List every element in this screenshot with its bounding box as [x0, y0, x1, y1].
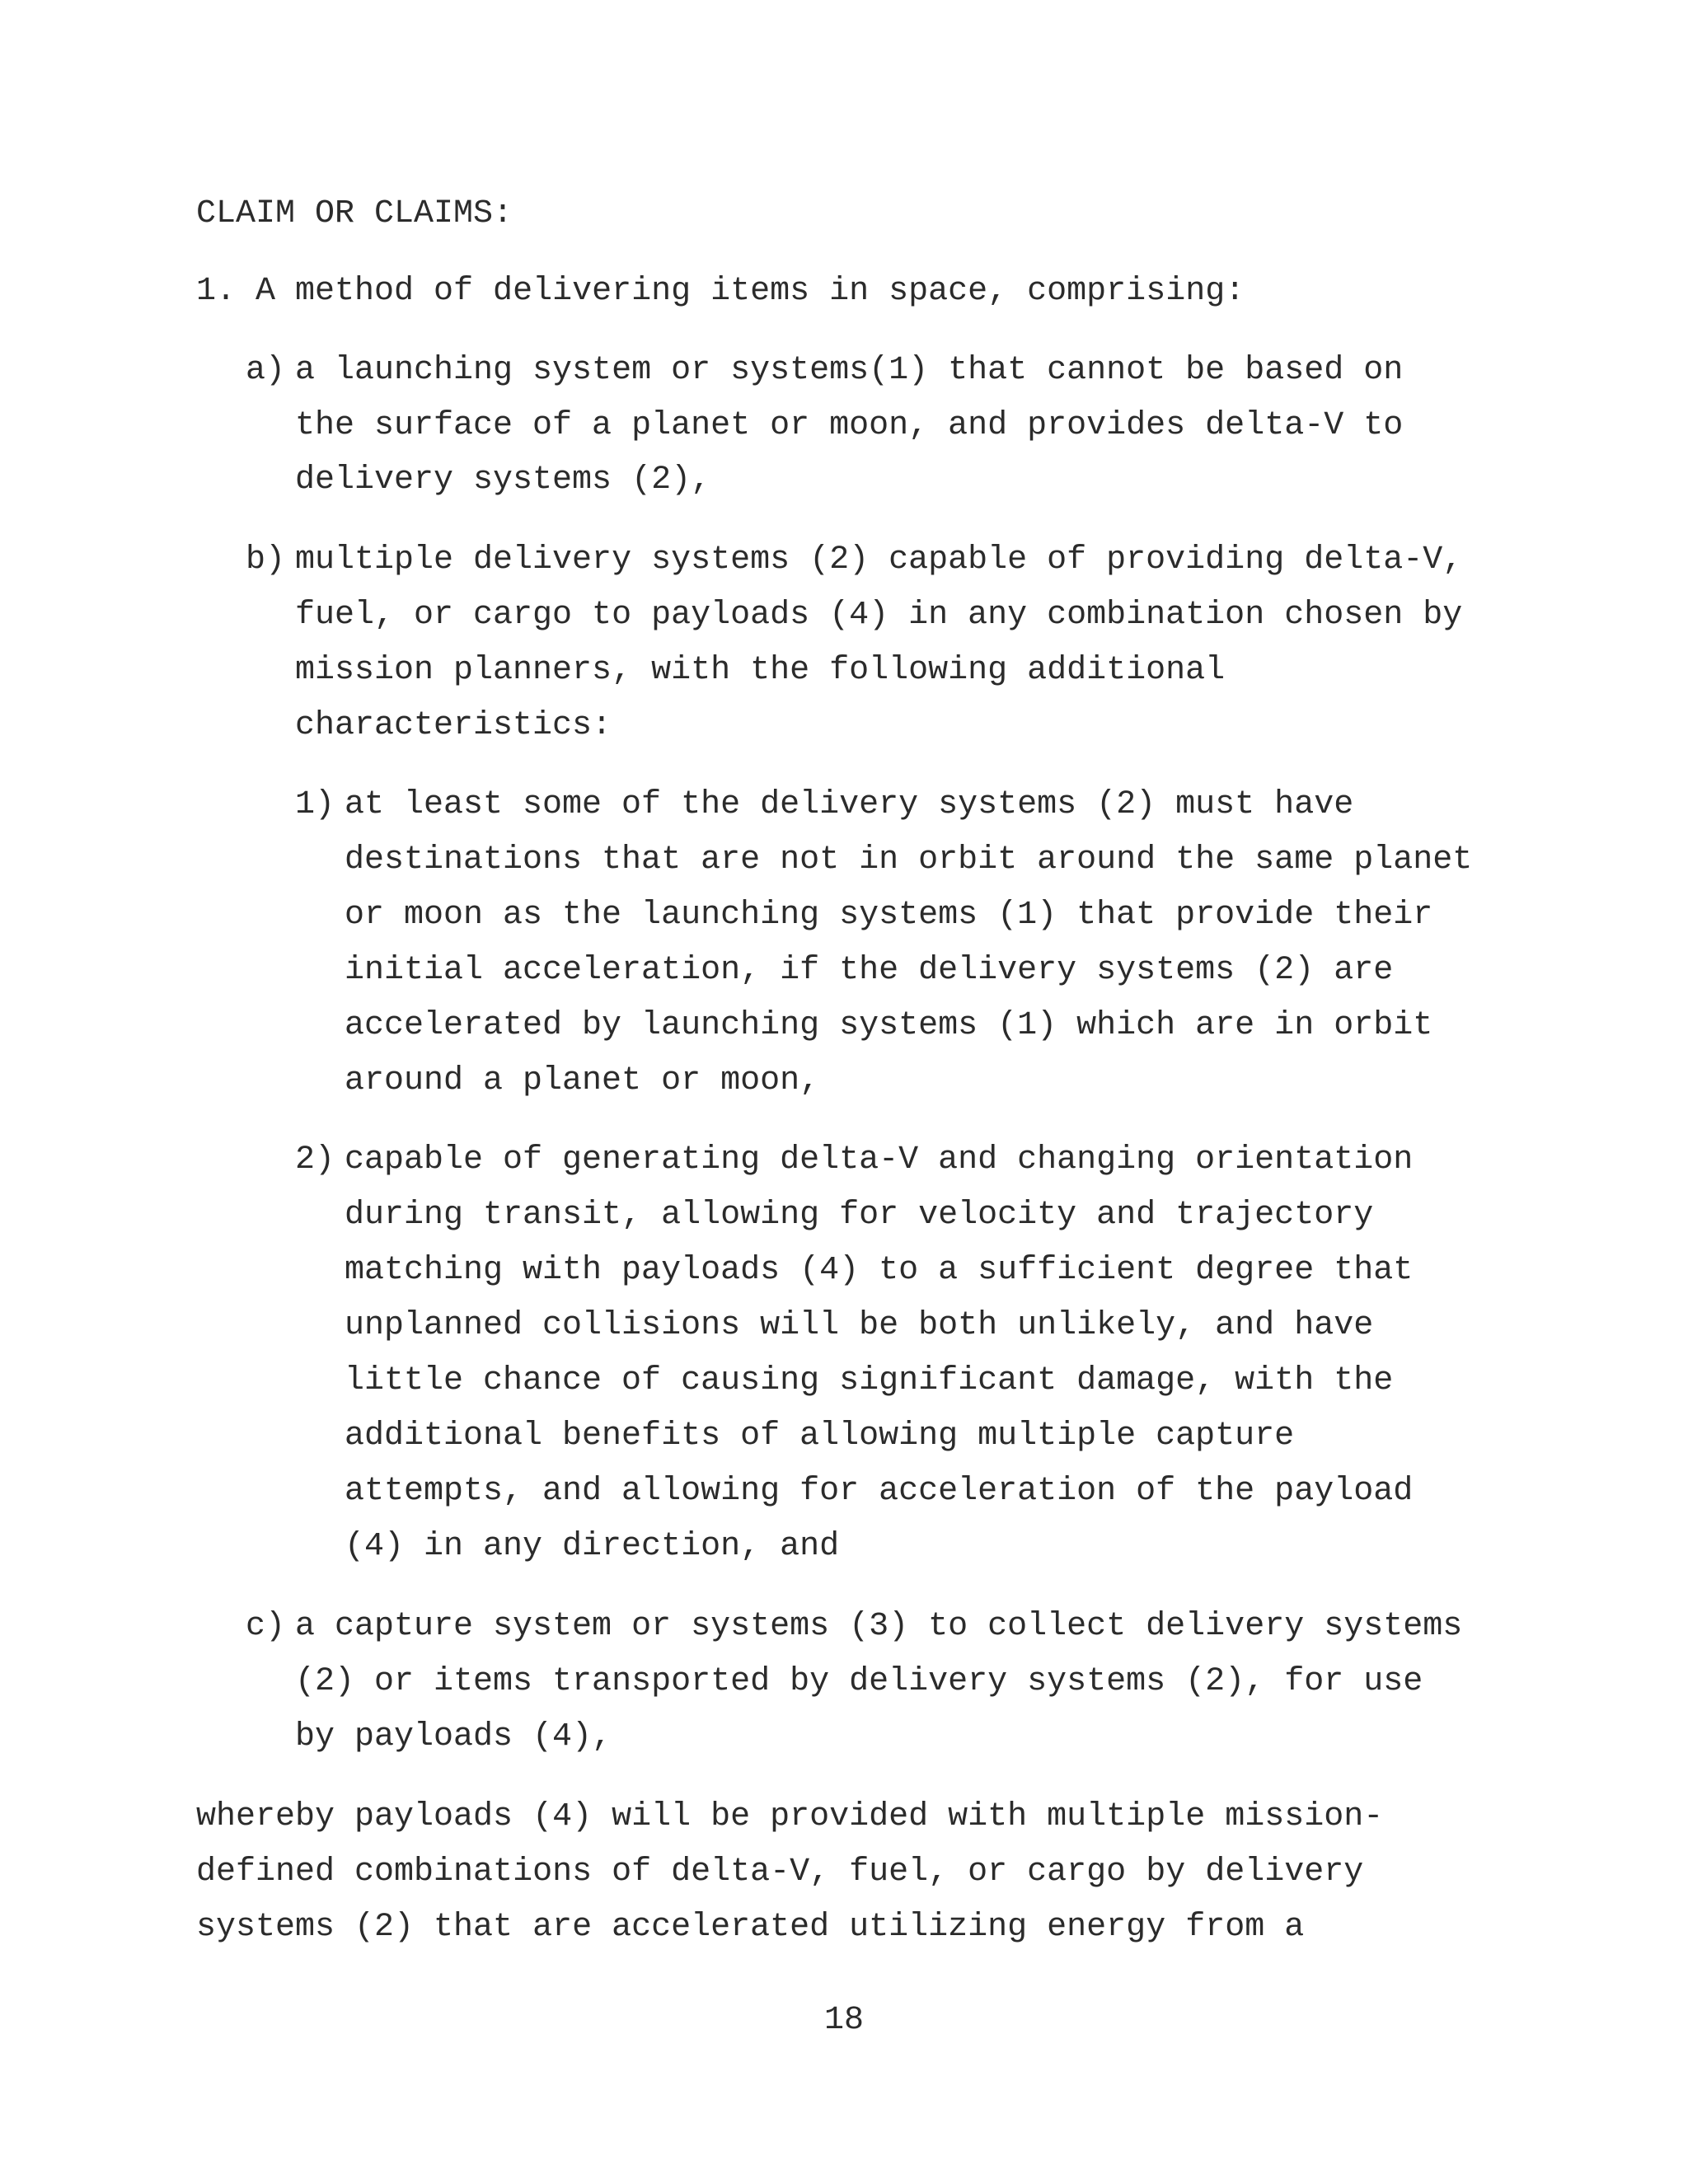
item-b-line: multiple delivery systems (2) capable of providing delta-V,	[295, 541, 1463, 579]
item-a-line: delivery systems (2),	[295, 462, 711, 499]
sub-1-marker: 1)	[295, 786, 335, 823]
sub-2-line: unplanned collisions will be both unlikely, and have	[345, 1307, 1374, 1344]
item-b-line: mission planners, with the following additional	[295, 652, 1226, 689]
sub-1-line: destinations that are not in orbit around the same planet	[345, 841, 1473, 879]
sub-1-line: accelerated by launching systems (1) which are in orbit	[345, 1007, 1433, 1044]
sub-2-marker: 2)	[295, 1141, 335, 1179]
whereby-line: systems (2) that are accelerated utilizing energy from a	[196, 1909, 1305, 1946]
item-b-line: characteristics:	[295, 707, 612, 744]
page-number: 18	[823, 2002, 864, 2039]
item-c-line: (2) or items transported by delivery systems (2), for use	[295, 1663, 1423, 1700]
item-a-marker: a)	[246, 352, 286, 389]
sub-2-line: matching with payloads (4) to a sufficient degree that	[345, 1252, 1414, 1289]
sub-2-line: (4) in any direction, and	[345, 1528, 840, 1565]
sub-2-line: additional benefits of allowing multiple capture	[345, 1418, 1295, 1455]
item-c-line: a capture system or systems (3) to collect delivery systems	[295, 1608, 1463, 1645]
sub-2-line: during transit, allowing for velocity and trajectory	[345, 1197, 1374, 1234]
sub-1-line: around a planet or moon,	[345, 1062, 820, 1099]
claims-heading: CLAIM OR CLAIMS:	[196, 195, 513, 232]
sub-2-line: capable of generating delta-V and changing orientation	[345, 1141, 1414, 1179]
sub-2-line: little chance of causing significant damage, with the	[345, 1362, 1394, 1399]
item-a-line: the surface of a planet or moon, and provides delta-V to	[295, 407, 1404, 444]
sub-1-line: at least some of the delivery systems (2) must have	[345, 786, 1354, 823]
item-c-line: by payloads (4),	[295, 1718, 612, 1755]
item-a-line: a launching system or systems(1) that cannot be based on	[295, 352, 1404, 389]
item-c-marker: c)	[246, 1608, 286, 1645]
item-b-marker: b)	[246, 541, 286, 579]
item-b-line: fuel, or cargo to payloads (4) in any combination chosen by	[295, 597, 1463, 634]
sub-1-line: or moon as the launching systems (1) that provide their	[345, 897, 1433, 934]
sub-1-line: initial acceleration, if the delivery systems (2) are	[345, 952, 1394, 989]
sub-2-line: attempts, and allowing for acceleration of the payload	[345, 1473, 1414, 1510]
whereby-line: whereby payloads (4) will be provided with multiple mission-	[196, 1798, 1384, 1835]
whereby-line: defined combinations of delta-V, fuel, or cargo by delivery	[196, 1854, 1364, 1891]
claim-1-intro: 1. A method of delivering items in space, comprising:	[196, 273, 1245, 310]
